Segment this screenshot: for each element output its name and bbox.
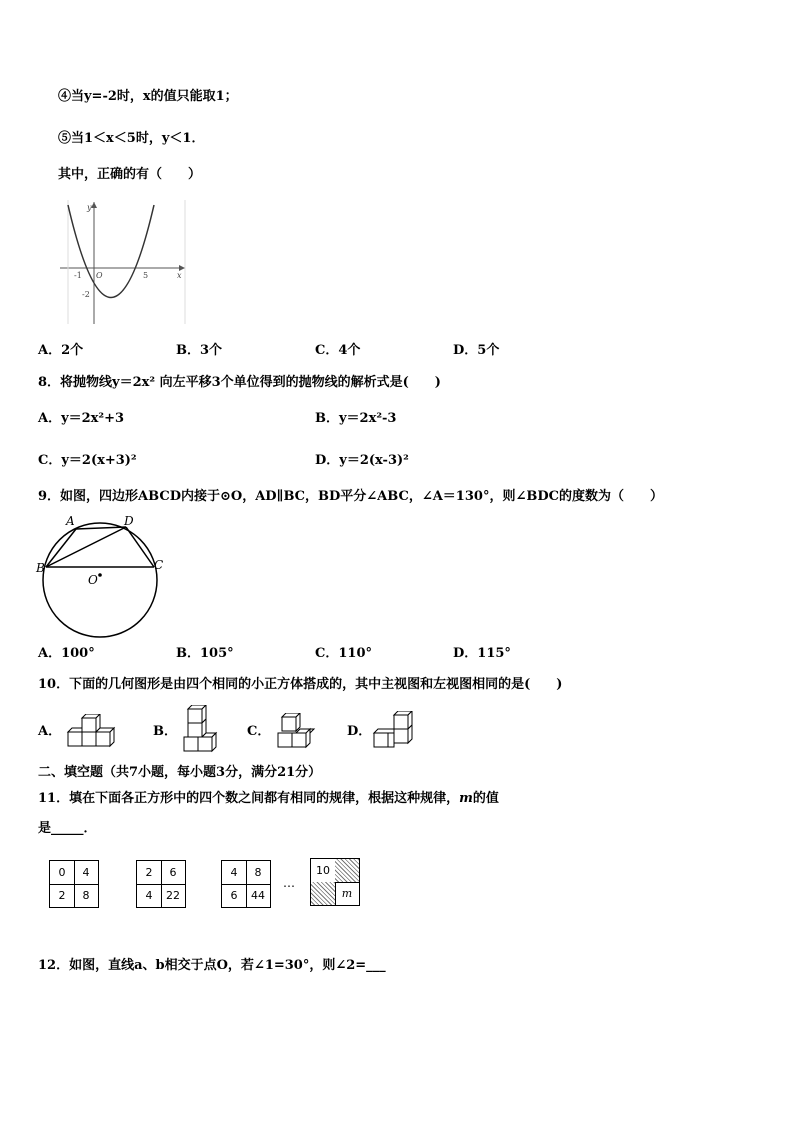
statement-5: ⑤当1＜x＜5时，y＜1．: [58, 131, 205, 146]
q7-option-c[interactable]: C．4个: [315, 343, 361, 358]
grid-cell: 6: [222, 884, 247, 907]
grid-cell: 22: [166, 889, 180, 902]
q7-option-d[interactable]: D．5个: [453, 343, 500, 358]
grid-cell: 44: [251, 889, 265, 902]
label-o: O: [88, 573, 98, 587]
q9-stem: 9．如图，四边形ABCD内接于⊙O，AD∥BC，BD平分∠ABC，∠A＝130°，则∠BDC的度数为（ ）: [38, 489, 663, 504]
grid-cell: 2: [50, 884, 75, 907]
y-neg-label: -2: [82, 290, 90, 299]
q12-stem: 12．如图，直线a、b相交于点O，若∠1=30°，则∠2=___: [38, 958, 386, 973]
cube-figure-c: [276, 713, 316, 749]
grid-cell: 8: [246, 861, 270, 885]
origin-label: O: [96, 271, 103, 280]
q9-option-a[interactable]: A．100°: [38, 646, 95, 661]
q8-option-b[interactable]: B．y＝2x²-3: [315, 411, 397, 426]
label-b: B: [36, 561, 45, 575]
q7-option-b[interactable]: B．3个: [176, 343, 223, 358]
x-pos-label: 5: [143, 271, 149, 280]
q10-option-a[interactable]: A．: [38, 724, 62, 739]
q8-option-d[interactable]: D．y＝2(x-3)²: [315, 453, 409, 468]
q9-option-c[interactable]: C．110°: [315, 646, 372, 661]
statement-4: ④当y=-2时，x的值只能取1；: [58, 89, 238, 104]
q10-option-d[interactable]: D．: [347, 724, 372, 739]
number-grid-2: [136, 860, 186, 908]
grid-cell: 4: [222, 861, 247, 885]
label-d: D: [124, 514, 134, 528]
q9-option-d[interactable]: D．115°: [453, 646, 511, 661]
q11-stem-tail: 的值: [472, 791, 499, 806]
cube-figure-b: [182, 705, 222, 753]
q10-stem: 10．下面的几何图形是由四个相同的小正方体搭成的，其中主视图和左视图相同的是( ): [38, 677, 563, 692]
section-2-heading: 二、填空题（共7小题，每小题3分，满分21分）: [38, 765, 322, 780]
grid-cell: 10: [311, 859, 336, 883]
hatched-cell: [335, 859, 359, 883]
q9-option-b[interactable]: B．105°: [176, 646, 234, 661]
label-c: C: [154, 558, 164, 572]
cube-figure-a: [66, 714, 118, 748]
parabola-graph: [60, 200, 190, 325]
label-a: A: [66, 514, 75, 528]
circle-quadrilateral-figure: [34, 514, 174, 644]
x-axis-label: x: [177, 271, 182, 280]
ellipsis: …: [283, 876, 295, 890]
q10-option-b[interactable]: B．: [153, 724, 177, 739]
grid-cell: 8: [82, 889, 90, 902]
question-prompt: 其中，正确的有（ ）: [58, 167, 202, 182]
grid-cell: 4: [137, 884, 162, 907]
q8-stem: 8．将抛物线y＝2x² 向左平移3个单位得到的抛物线的解析式是( ): [38, 375, 441, 390]
grid-cell-m: m: [341, 887, 353, 900]
q11-stem-text: 11．填在下面各正方形中的四个数之间都有相同的规律，根据这种规律，: [38, 791, 460, 806]
q11-stem: [38, 790, 499, 808]
grid-cell: 6: [161, 861, 185, 885]
cube-figure-d: [372, 711, 416, 749]
q7-option-a[interactable]: A．2个: [38, 343, 84, 358]
hatched-cell: [311, 882, 336, 905]
grid-cell: 4: [74, 861, 98, 885]
q11-m: m: [459, 791, 473, 806]
q8-option-a[interactable]: A．y＝2x²+3: [38, 411, 125, 426]
number-grid-4: [310, 858, 360, 906]
y-axis-label: y: [87, 203, 92, 212]
grid-cell: 2: [137, 861, 162, 885]
q11-blank-line: 是_____．: [38, 821, 97, 836]
q10-option-c[interactable]: C．: [247, 724, 271, 739]
x-neg-label: -1: [74, 271, 82, 280]
q8-option-c[interactable]: C．y＝2(x+3)²: [38, 453, 137, 468]
number-grid-3: [221, 860, 271, 908]
grid-cell: 0: [50, 861, 75, 885]
number-grid-1: [49, 860, 99, 908]
